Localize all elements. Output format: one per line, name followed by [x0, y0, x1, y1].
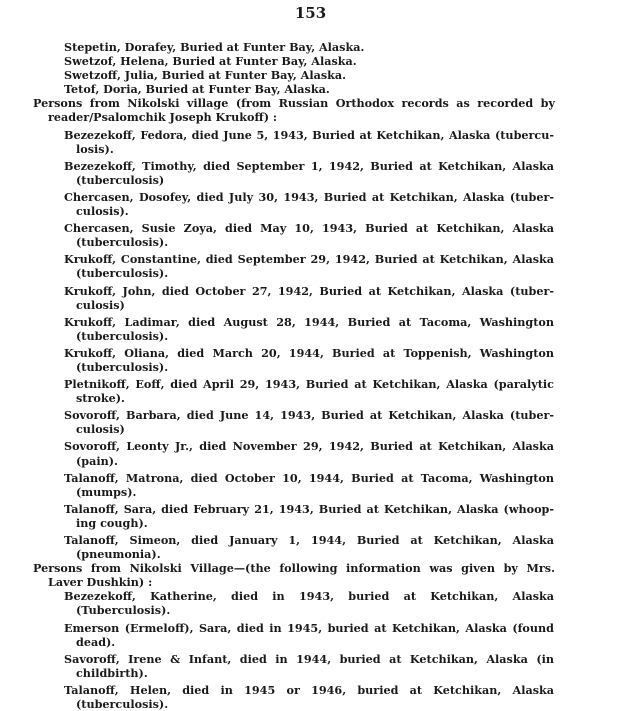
- list-item: [0, 471, 554, 499]
- entry-continuation: childbirth).: [76, 665, 148, 680]
- list-item: [0, 190, 554, 218]
- list-item: [0, 284, 554, 312]
- page-number: 153: [294, 4, 327, 22]
- entry-text: Sovoroff, Leonty Jr., died November 29, 1942, Buried at Ketchikan, Alaska: [64, 439, 554, 454]
- entry-text: Pletnikoff, Eoff, died April 29, 1943, Buried at Ketchikan, Alaska (paralytic: [64, 377, 554, 392]
- entry-text: Bezezekoff, Fedora, died June 5, 1943, Buried at Ketchikan, Alaska (tubercu-: [64, 127, 554, 142]
- entry-text: Talanoff, Helen, died in 1945 or 1946, buried at Ketchikan, Alaska: [64, 682, 554, 697]
- heading-continuation: Laver Dushkin) :: [48, 575, 153, 590]
- list-item: [0, 621, 554, 649]
- heading-continuation: reader/Psalomchik Joseph Krukoff) :: [48, 110, 278, 125]
- entry-text: Chercasen, Susie Zoya, died May 10, 1943, Buried at Ketchikan, Alaska: [64, 221, 554, 236]
- list-item: [0, 533, 554, 561]
- entry-continuation: culosis): [76, 297, 125, 312]
- heading-line: Persons from Nikolski village (from Russian Orthodox records as recorded by: [33, 96, 555, 111]
- list-item: [0, 439, 554, 467]
- entry-continuation: culosis): [76, 422, 125, 437]
- entry-text: Bezezekoff, Timothy, died September 1, 1942, Buried at Ketchikan, Alaska: [64, 158, 554, 173]
- list-item: [0, 408, 554, 436]
- entry-text: Sovoroff, Barbara, died June 14, 1943, Buried at Ketchikan, Alaska (tuber-: [64, 408, 554, 423]
- section1-entries: [0, 128, 621, 562]
- entry-continuation: (tuberculosis).: [76, 328, 169, 343]
- list-item: [0, 221, 554, 249]
- entry-continuation: (tuberculosis).: [76, 697, 169, 711]
- entry-continuation: (tuberculosis).: [76, 235, 169, 250]
- list-item: [0, 159, 554, 187]
- section-heading-nikolski-orthodox: [0, 96, 555, 124]
- list-item: [0, 589, 554, 617]
- entry-continuation: losis).: [76, 141, 114, 156]
- list-item: [0, 315, 554, 343]
- list-item: [0, 683, 554, 711]
- entry-continuation: (Tuberculosis).: [76, 603, 171, 618]
- list-item: Stepetin, Dorafey, Buried at Funter Bay, Alaska.: [64, 40, 365, 54]
- list-item: Swetzoff, Julia, Buried at Funter Bay, Alaska.: [64, 68, 347, 83]
- funter-bay-list: [0, 40, 621, 96]
- entry-continuation: dead).: [76, 634, 116, 649]
- entry-text: Chercasen, Dosofey, died July 30, 1943, Buried at Ketchikan, Alaska (tuber-: [64, 189, 554, 204]
- entry-continuation: culosis).: [76, 204, 129, 219]
- entry-text: Talanoff, Matrona, died October 10, 1944, Buried at Tacoma, Washington: [64, 470, 554, 485]
- section-heading-nikolski-dushkin: [0, 561, 555, 589]
- list-item: [0, 502, 554, 530]
- entry-text: Savoroff, Irene & Infant, died in 1944, buried at Ketchikan, Alaska (in: [64, 651, 554, 666]
- list-item: [0, 346, 554, 374]
- entry-text: Emerson (Ermeloff), Sara, died in 1945, buried at Ketchikan, Alaska (found: [64, 620, 554, 635]
- entry-continuation: (tuberculosis).: [76, 359, 169, 374]
- entry-continuation: stroke).: [76, 391, 125, 406]
- entry-continuation: (tuberculosis): [76, 172, 165, 187]
- heading-line: Persons from Nikolski Village—(the following information was given by Mrs.: [33, 561, 555, 576]
- entry-continuation: (mumps).: [76, 484, 137, 499]
- entry-continuation: (pneumonia).: [76, 547, 161, 562]
- document-body: [0, 40, 621, 711]
- list-item: [0, 377, 554, 405]
- entry-text: Krukoff, Constantine, died September 29, 1942, Buried at Ketchikan, Alaska: [64, 252, 554, 267]
- list-item: [0, 128, 554, 156]
- entry-continuation: ing cough).: [76, 515, 148, 530]
- entry-text: Krukoff, Ladimar, died August 28, 1944, Buried at Tacoma, Washington: [64, 314, 554, 329]
- entry-continuation: (pain).: [76, 453, 118, 468]
- list-item: Tetof, Doria, Buried at Funter Bay, Alaska.: [64, 82, 330, 97]
- entry-text: Krukoff, Oliana, died March 20, 1944, Buried at Toppenish, Washington: [64, 345, 554, 360]
- entry-text: Krukoff, John, died October 27, 1942, Buried at Ketchikan, Alaska (tuber-: [64, 283, 554, 298]
- section2-entries: [0, 589, 621, 711]
- list-item: Swetzof, Helena, Buried at Funter Bay, Alaska.: [64, 54, 357, 69]
- entry-continuation: (tuberculosis).: [76, 266, 169, 281]
- entry-text: Bezezekoff, Katherine, died in 1943, buried at Ketchikan, Alaska: [64, 589, 554, 604]
- list-item: [0, 652, 554, 680]
- entry-text: Talanoff, Simeon, died January 1, 1944, Buried at Ketchikan, Alaska: [64, 533, 554, 547]
- list-item: [0, 252, 554, 280]
- entry-text: Talanoff, Sara, died February 21, 1943, Buried at Ketchikan, Alaska (whoop-: [64, 501, 554, 516]
